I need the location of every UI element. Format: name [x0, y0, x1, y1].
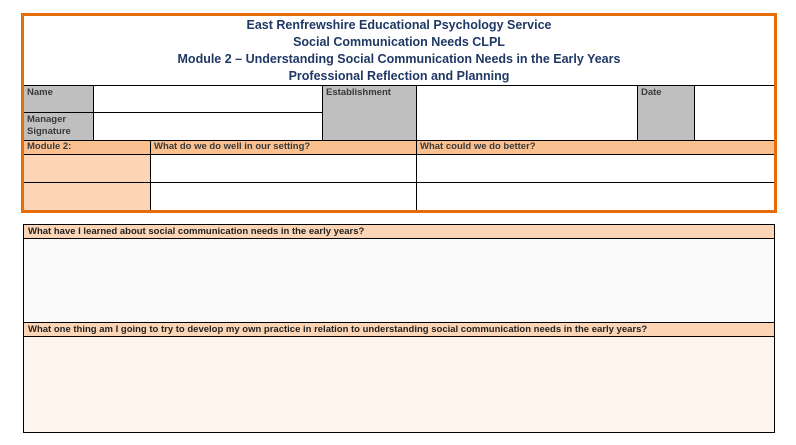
do-better-row-1[interactable]: [417, 155, 774, 182]
divider: [93, 86, 94, 140]
title-clpl: Social Communication Needs CLPL: [293, 35, 505, 49]
establishment-label: Establishment: [323, 86, 416, 140]
do-well-row-1[interactable]: [151, 155, 416, 182]
do-better-header: What could we do better?: [417, 141, 774, 154]
title-module: Module 2 – Understanding Social Communication Needs in the Early Years: [177, 52, 621, 66]
reflection-box: [23, 224, 775, 433]
divider: [416, 141, 417, 210]
establishment-field[interactable]: [417, 86, 637, 140]
name-label: Name: [24, 86, 93, 113]
date-field[interactable]: [695, 86, 774, 140]
do-well-row-2[interactable]: [151, 183, 416, 210]
manager-signature-field[interactable]: [94, 113, 322, 140]
answer-develop-field[interactable]: [24, 337, 774, 432]
module-header: Module 2:: [24, 141, 150, 154]
name-field[interactable]: [94, 86, 322, 112]
do-better-row-2[interactable]: [417, 183, 774, 210]
title-service: East Renfrewshire Educational Psychology Service: [246, 18, 552, 32]
manager-signature-label: Manager Signature: [24, 113, 93, 140]
do-well-header: What do we do well in our setting?: [151, 141, 416, 154]
divider: [150, 141, 151, 210]
header-form-box: [21, 13, 777, 213]
question-learned-label: What have I learned about social communication needs in the early years?: [24, 225, 774, 239]
title-reflection: Professional Reflection and Planning: [288, 69, 510, 83]
date-label: Date: [638, 86, 694, 140]
answer-learned-field[interactable]: [24, 239, 774, 322]
question-develop-label: What one thing am I going to try to develop my own practice in relation to understanding social communication needs in the early years?: [24, 323, 774, 337]
